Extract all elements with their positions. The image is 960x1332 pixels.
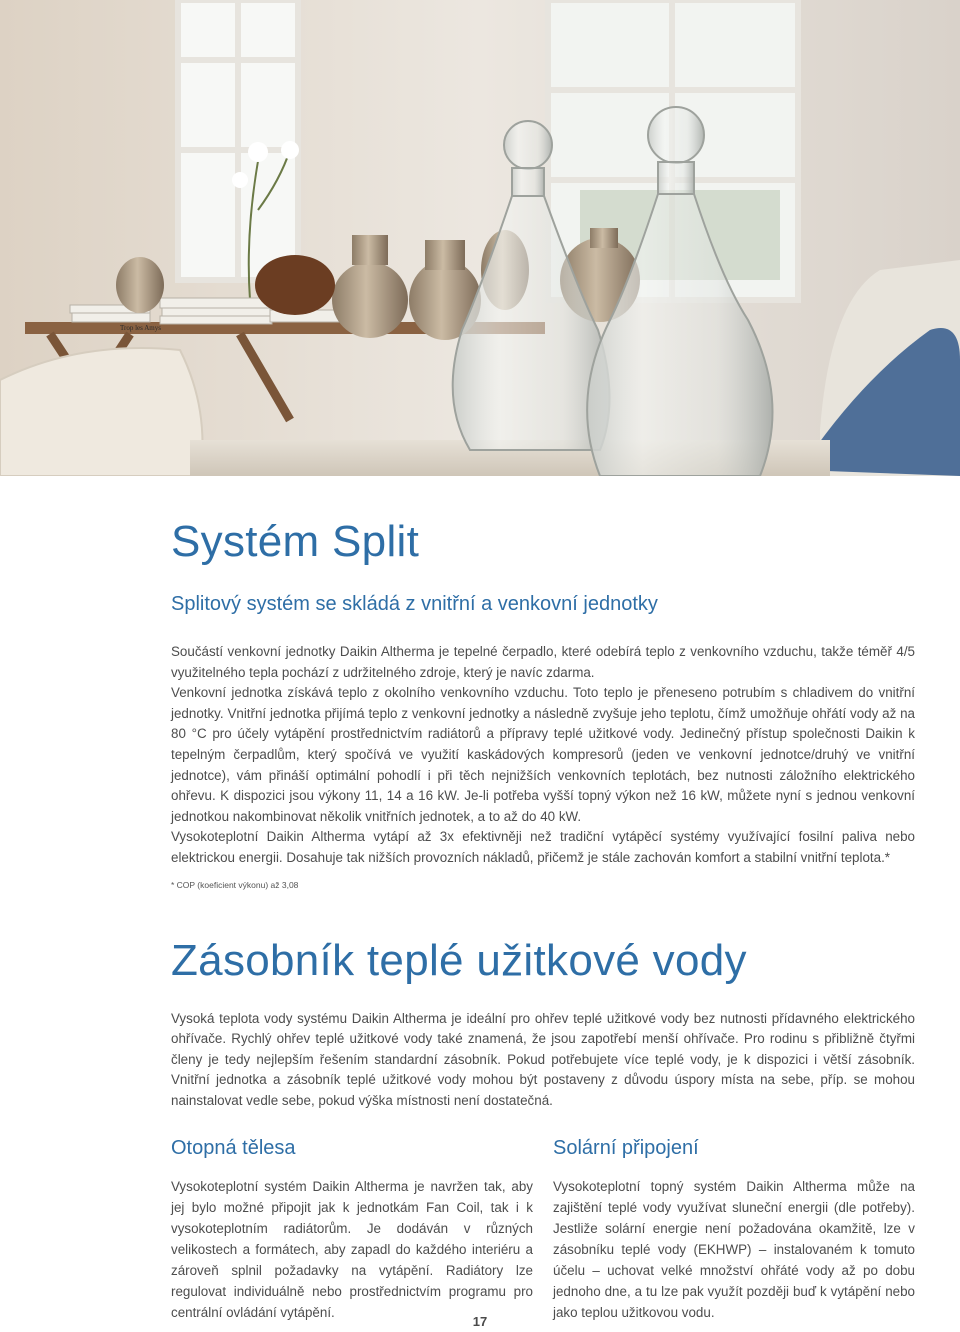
two-column-section [171,1134,915,1323]
section-subtitle-split: Splitový systém se skládá z vnitřní a venkovní jednotky [171,593,658,615]
section-title-split: Systém Split [171,517,420,566]
column-solar [553,1134,915,1323]
paragraph-intro: Součástí venkovní jednotky Daikin Altherma je tepelné čerpadlo, které odebírá teplo z venkovního vzduchu, takže téměř 4/5 využitelného tepla pochází z udržitelného zdroje, který je navíc zdarma. [171,644,915,680]
window-left [178,0,298,280]
column-title-solar: Solární připojení [553,1136,699,1159]
book-label: Trop les Amys [120,324,161,332]
column-title-radiators: Otopná tělesa [171,1136,296,1159]
page-number: 17 [472,1314,488,1329]
column-radiators [171,1134,533,1323]
hero-photo [0,0,960,476]
section-title-water-tank: Zásobník teplé užitkové vody [171,935,747,985]
paragraph-water-tank: Vysoká teplota vody systému Daikin Altherma je ideální pro ohřev teplé užitkové vody bez nutnosti přídavného elektrického ohřívače. Rychlý ohřev teplé užitkové vody také znamená, že jsou zapotřebí menší ohřívače. Pro rodinu s přibližně čtyřmi členy je tedy nejlepším řešením standardní zásobník. Pokud potřebujete více teplé vody, je k dispozici i větší zásobník. Vnitřní jednotka a zásobník teplé užitkové vody mohou být postaveny z důvodu úspory místa na sebe, příp. se mohou nainstalovat vedle sebe, pokud výška místnosti není dostatečná. [171,1010,915,1108]
paragraph-efficiency: Vysokoteplotní Daikin Altherma vytápí až 3x efektivněji než tradiční vytápěcí systémy využívající fosilní paliva nebo elektrickou energii. Dosahuje tak nižších provozních nákladů, přičemž je stále zachován komfort a stabilní vnitřní teplota.* [171,829,915,865]
main-content [171,512,915,1323]
column-text-radiators: Vysokoteplotní systém Daikin Altherma je navržen tak, aby jej bylo možné připojit jak k jednotkám Fan Coil, tak i k vysokoteplotním radiátorům. Je dodáván v různých velikostech a formátech, aby zapadl do každého interiéru a zároveň splnil požadavky na vytápění. Radiátory lze regulovat individuálně nebo prostřednictvím programu pro centrální ovládání vytápění. [171,1178,533,1320]
footnote-cop: * COP (koeficient výkonu) až 3,08 [171,879,299,890]
column-text-solar: Vysokoteplotní topný systém Daikin Altherma může na zajištění teplé vody využívat sluneční energii (dle potřeby). Jestliže solární energie není požadována okamžitě, lze v zásobníku teplé vody (EKHWP) – instalovaném k tomuto účelu – uchovat velké množství ohřáté vody až po dobu jednoho dne, a tu lze pak využít později buď k vytápění nebo jako teplou užitkovou vodu. [553,1178,915,1320]
paragraph-outdoor-unit: Venkovní jednotka získává teplo z okolního venkovního vzduchu. Toto teplo je přeneseno potrubím s chladivem do vnitřní jednotky. Vnitřní jednotka přijímá teplo z venkovní jednotky a následně zvyšuje jeho teplotu, čímž umožňuje ohřátí vody až na 80 °C pro účely vytápění prostřednictvím radiátorů a přípravy teplé užitkové vody. Jedinečný přístup společnosti Daikin k tepelným čerpadlům, který spočívá ve využití kaskádových kompresorů (jeden ve venkovní jednotce/druhý ve vnitřní jednotce), vám přináší optimální pohodlí i při těch nejnižších venkovních teplotách, bez nutnosti záložního elektrického ohřevu. K dispozici jsou výkony 11, 14 a 16 kW. Je-li potřeba vyšší topný výkon než 16 kW, můžete nyní s jednou venkovní jednotkou nakombinovat několik vnitřních jednotek, a to až do 40 kW. [171,685,915,824]
